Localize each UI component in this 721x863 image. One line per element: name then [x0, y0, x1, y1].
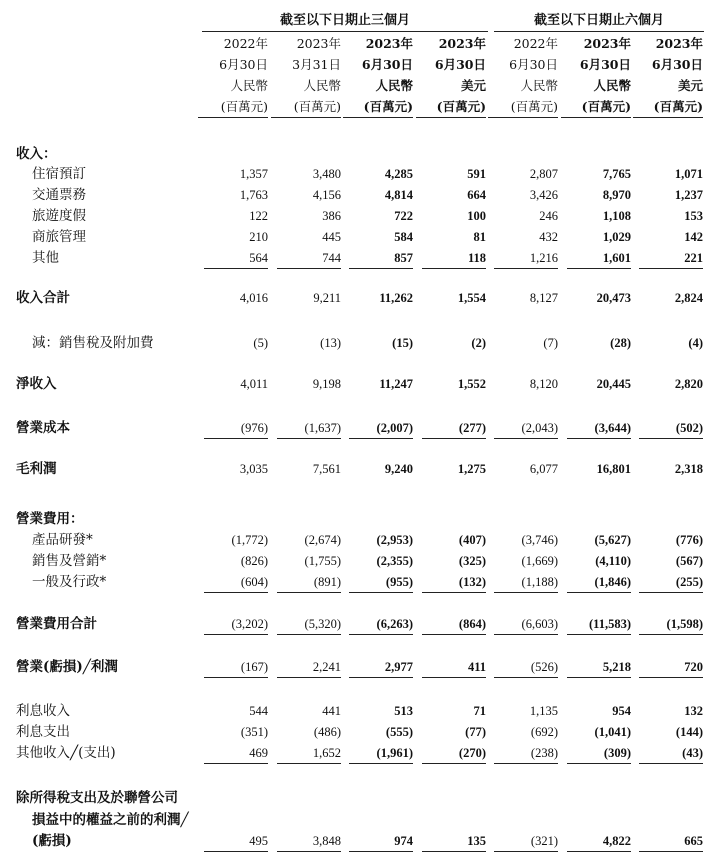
row-label: 營業費用： — [16, 511, 84, 527]
value-cell: (2,007) — [376, 421, 413, 435]
subtotal-rule — [639, 634, 703, 635]
table-row — [0, 247, 721, 269]
value-cell: 7,765 — [602, 167, 631, 181]
subtotal-rule — [494, 634, 558, 635]
value-cell: (2,674) — [304, 533, 341, 547]
value-cell: (3,746) — [521, 533, 558, 547]
value-cell: (351) — [240, 725, 268, 739]
column-header-line: 6月30日 — [219, 57, 268, 72]
value-cell: 3,035 — [239, 462, 268, 476]
value-cell: (604) — [240, 575, 268, 589]
subtotal-rule — [422, 268, 486, 269]
table-row — [0, 373, 721, 395]
row-label: 銷售及營銷* — [32, 553, 107, 569]
value-cell: 664 — [467, 188, 486, 202]
value-cell: (1,755) — [304, 554, 341, 568]
table-row — [0, 417, 721, 439]
value-cell: (11,583) — [588, 617, 631, 631]
value-cell: 1,357 — [239, 167, 268, 181]
subtotal-rule — [277, 634, 341, 635]
column-header-line: 人民幣 — [303, 78, 341, 93]
column-header-line: (百萬元) — [198, 96, 268, 118]
value-cell: (5) — [253, 336, 268, 350]
value-cell: 1,029 — [602, 230, 631, 244]
value-cell: 135 — [467, 834, 486, 848]
value-cell: (1,041) — [594, 725, 631, 739]
subtotal-rule — [639, 763, 703, 764]
value-cell: (1,598) — [666, 617, 703, 631]
value-cell: 469 — [249, 746, 268, 760]
value-cell: 4,011 — [240, 377, 268, 391]
subtotal-rule — [422, 592, 486, 593]
value-cell: (3,644) — [594, 421, 631, 435]
subtotal-rule — [567, 592, 631, 593]
six-months-group-header: 截至以下日期止六個月 — [494, 9, 704, 32]
value-cell: (167) — [240, 660, 268, 674]
subtotal-rule — [494, 268, 558, 269]
row-label: 淨收入 — [16, 376, 57, 392]
column-header-line: 6月30日 — [509, 57, 558, 72]
column-header-line: 6月30日 — [579, 57, 631, 72]
row-label: 商旅管理 — [32, 229, 86, 245]
subtotal-rule — [204, 763, 268, 764]
column-header-line: 6月30日 — [434, 57, 486, 72]
value-cell: 246 — [539, 209, 558, 223]
three-months-group-header: 截至以下日期止三個月 — [202, 9, 488, 32]
subtotal-rule — [494, 438, 558, 439]
value-cell: (692) — [530, 725, 558, 739]
value-cell: (955) — [385, 575, 413, 589]
table-row — [0, 550, 721, 572]
value-cell: 665 — [684, 834, 703, 848]
value-cell: (321) — [530, 834, 558, 848]
value-cell: (4) — [688, 336, 703, 350]
column-header-line: 2023年 — [583, 36, 631, 51]
subtotal-rule — [567, 763, 631, 764]
value-cell: (486) — [313, 725, 341, 739]
value-cell: (2,043) — [521, 421, 558, 435]
subtotal-rule — [204, 592, 268, 593]
table-row — [0, 830, 721, 852]
value-cell: (1,961) — [376, 746, 413, 760]
subtotal-rule — [349, 268, 413, 269]
column-header — [416, 33, 486, 118]
value-cell: 4,822 — [602, 834, 631, 848]
column-header-line: (百萬元) — [416, 96, 486, 118]
value-cell: 153 — [684, 209, 703, 223]
value-cell: 432 — [539, 230, 558, 244]
row-label: 產品研發* — [32, 532, 93, 548]
row-label: 毛利潤 — [16, 461, 57, 477]
value-cell: (5,320) — [304, 617, 341, 631]
value-cell: 7,561 — [312, 462, 341, 476]
column-header-line: 人民幣 — [520, 78, 558, 93]
value-cell: 411 — [467, 660, 486, 674]
value-cell: (555) — [385, 725, 413, 739]
row-label: 減：銷售稅及附加費 — [32, 335, 154, 351]
row-label: 交通票務 — [32, 187, 86, 203]
row-label: 營業成本 — [16, 420, 70, 436]
subtotal-rule — [349, 438, 413, 439]
value-cell: (6,603) — [521, 617, 558, 631]
subtotal-rule — [277, 851, 341, 852]
value-cell: (1,637) — [304, 421, 341, 435]
row-label: 營業(虧損)╱利潤 — [16, 659, 118, 675]
table-row — [0, 163, 721, 185]
value-cell: (776) — [675, 533, 703, 547]
value-cell: 744 — [322, 251, 341, 265]
row-label: 損益中的權益之前的利潤╱ — [32, 812, 189, 828]
row-label: 一般及行政* — [32, 574, 107, 590]
row-label: 旅遊度假 — [32, 208, 86, 224]
subtotal-rule — [422, 438, 486, 439]
table-row — [0, 332, 721, 354]
table-row — [0, 458, 721, 480]
value-cell: 3,848 — [312, 834, 341, 848]
value-cell: (13) — [320, 336, 341, 350]
table-row — [0, 787, 721, 809]
value-cell: (325) — [458, 554, 486, 568]
column-header-line: 6月30日 — [361, 57, 413, 72]
value-cell: 2,241 — [312, 660, 341, 674]
value-cell: 11,262 — [379, 291, 413, 305]
subtotal-rule — [204, 677, 268, 678]
subtotal-rule — [567, 268, 631, 269]
column-header-line: 2023年 — [655, 36, 703, 51]
subtotal-rule — [204, 851, 268, 852]
subtotal-rule — [422, 851, 486, 852]
row-label: 其他收入╱(支出) — [16, 745, 116, 761]
row-label: 收入： — [16, 146, 57, 162]
value-cell: 2,807 — [529, 167, 558, 181]
value-cell: 5,218 — [602, 660, 631, 674]
value-cell: 9,198 — [312, 377, 341, 391]
column-header-line: (百萬元) — [488, 96, 558, 118]
column-header-line: 2023年 — [365, 36, 413, 51]
value-cell: 1,601 — [602, 251, 631, 265]
value-cell: (864) — [458, 617, 486, 631]
value-cell: (309) — [603, 746, 631, 760]
value-cell: 1,554 — [457, 291, 486, 305]
value-cell: (2,953) — [376, 533, 413, 547]
value-cell: 1,237 — [674, 188, 703, 202]
table-row — [0, 571, 721, 593]
value-cell: 11,247 — [379, 377, 413, 391]
table-row — [0, 184, 721, 206]
value-cell: 445 — [322, 230, 341, 244]
subtotal-rule — [639, 851, 703, 852]
value-cell: 81 — [473, 230, 486, 244]
value-cell: 6,077 — [529, 462, 558, 476]
value-cell: 3,426 — [529, 188, 558, 202]
value-cell: 71 — [473, 704, 486, 718]
value-cell: (2,355) — [376, 554, 413, 568]
value-cell: (502) — [675, 421, 703, 435]
column-header — [343, 33, 413, 118]
value-cell: (5,627) — [594, 533, 631, 547]
value-cell: (144) — [675, 725, 703, 739]
value-cell: 4,156 — [312, 188, 341, 202]
value-cell: (1,772) — [231, 533, 268, 547]
value-cell: 720 — [684, 660, 703, 674]
value-cell: (1,669) — [521, 554, 558, 568]
table-row — [0, 226, 721, 248]
subtotal-rule — [422, 763, 486, 764]
column-header-line: 美元 — [460, 78, 486, 93]
value-cell: 9,240 — [384, 462, 413, 476]
subtotal-rule — [277, 268, 341, 269]
value-cell: (891) — [313, 575, 341, 589]
subtotal-rule — [277, 592, 341, 593]
column-header — [271, 33, 341, 118]
column-header — [488, 33, 558, 118]
value-cell: 1,071 — [674, 167, 703, 181]
value-cell: (270) — [458, 746, 486, 760]
column-header-line: 6月30日 — [651, 57, 703, 72]
subtotal-rule — [494, 592, 558, 593]
table-row — [0, 143, 721, 165]
value-cell: (3,202) — [231, 617, 268, 631]
subtotal-rule — [349, 634, 413, 635]
value-cell: 1,135 — [529, 704, 558, 718]
value-cell: 132 — [684, 704, 703, 718]
subtotal-rule — [422, 634, 486, 635]
value-cell: 513 — [394, 704, 413, 718]
column-header-line: (百萬元) — [561, 96, 631, 118]
subtotal-rule — [349, 763, 413, 764]
column-header-line: (百萬元) — [271, 96, 341, 118]
value-cell: 495 — [249, 834, 268, 848]
value-cell: (1,846) — [594, 575, 631, 589]
value-cell: 386 — [322, 209, 341, 223]
subtotal-rule — [639, 677, 703, 678]
value-cell: 8,970 — [602, 188, 631, 202]
value-cell: 1,552 — [457, 377, 486, 391]
subtotal-rule — [567, 634, 631, 635]
column-header-line: 美元 — [677, 78, 703, 93]
column-header-line: (百萬元) — [633, 96, 703, 118]
value-cell: (7) — [543, 336, 558, 350]
row-label: 其他 — [32, 250, 59, 266]
row-label: 利息收入 — [16, 703, 70, 719]
subtotal-rule — [277, 763, 341, 764]
column-header-line: 3月31日 — [292, 57, 341, 72]
table-row — [0, 809, 721, 831]
column-header-line: 人民幣 — [593, 78, 631, 93]
row-label: 收入合計 — [16, 290, 70, 306]
value-cell: (15) — [392, 336, 413, 350]
subtotal-rule — [349, 592, 413, 593]
value-cell: 210 — [249, 230, 268, 244]
value-cell: 16,801 — [596, 462, 631, 476]
value-cell: (238) — [530, 746, 558, 760]
value-cell: 20,445 — [596, 377, 631, 391]
table-row — [0, 700, 721, 722]
value-cell: 1,108 — [602, 209, 631, 223]
subtotal-rule — [639, 438, 703, 439]
subtotal-rule — [349, 677, 413, 678]
value-cell: 584 — [394, 230, 413, 244]
value-cell: 221 — [684, 251, 703, 265]
value-cell: 1,216 — [529, 251, 558, 265]
column-header-line: 2023年 — [438, 36, 486, 51]
value-cell: (976) — [240, 421, 268, 435]
table-row — [0, 656, 721, 678]
value-cell: (255) — [675, 575, 703, 589]
subtotal-rule — [494, 851, 558, 852]
subtotal-rule — [204, 438, 268, 439]
value-cell: (407) — [458, 533, 486, 547]
value-cell: 2,318 — [674, 462, 703, 476]
value-cell: (6,263) — [376, 617, 413, 631]
row-label: 除所得稅支出及於聯營公司 — [16, 790, 178, 806]
column-header — [198, 33, 268, 118]
value-cell: 118 — [467, 251, 486, 265]
column-header-line: 人民幣 — [230, 78, 268, 93]
value-cell: 3,480 — [312, 167, 341, 181]
value-cell: 9,211 — [313, 291, 341, 305]
column-header-line: (百萬元) — [343, 96, 413, 118]
table-row — [0, 529, 721, 551]
value-cell: 954 — [612, 704, 631, 718]
row-label: 營業費用合計 — [16, 616, 97, 632]
value-cell: 142 — [684, 230, 703, 244]
value-cell: (1,188) — [521, 575, 558, 589]
value-cell: 591 — [467, 167, 486, 181]
column-header-line: 2022年 — [513, 36, 558, 51]
column-header-line: 2023年 — [296, 36, 341, 51]
value-cell: 8,120 — [529, 377, 558, 391]
value-cell: 1,652 — [312, 746, 341, 760]
value-cell: (43) — [682, 746, 703, 760]
subtotal-rule — [277, 438, 341, 439]
subtotal-rule — [494, 677, 558, 678]
column-header-line: 人民幣 — [375, 78, 413, 93]
subtotal-rule — [422, 677, 486, 678]
value-cell: 2,824 — [674, 291, 703, 305]
value-cell: 857 — [394, 251, 413, 265]
value-cell: (277) — [458, 421, 486, 435]
subtotal-rule — [567, 438, 631, 439]
value-cell: 1,275 — [457, 462, 486, 476]
value-cell: 2,977 — [384, 660, 413, 674]
value-cell: 20,473 — [596, 291, 631, 305]
table-row — [0, 508, 721, 530]
value-cell: (526) — [530, 660, 558, 674]
value-cell: (567) — [675, 554, 703, 568]
value-cell: (2) — [471, 336, 486, 350]
subtotal-rule — [277, 677, 341, 678]
table-row — [0, 287, 721, 309]
column-header — [633, 33, 703, 118]
value-cell: (28) — [610, 336, 631, 350]
column-header — [561, 33, 631, 118]
value-cell: 441 — [322, 704, 341, 718]
table-row — [0, 613, 721, 635]
subtotal-rule — [494, 763, 558, 764]
value-cell: 544 — [249, 704, 268, 718]
subtotal-rule — [567, 677, 631, 678]
subtotal-rule — [349, 851, 413, 852]
value-cell: 2,820 — [674, 377, 703, 391]
value-cell: (77) — [465, 725, 486, 739]
value-cell: 564 — [249, 251, 268, 265]
value-cell: (132) — [458, 575, 486, 589]
table-row — [0, 742, 721, 764]
subtotal-rule — [639, 592, 703, 593]
table-row — [0, 721, 721, 743]
column-header-line: 2022年 — [223, 36, 268, 51]
row-label: (虧損) — [32, 833, 72, 849]
subtotal-rule — [204, 634, 268, 635]
row-label: 住宿預訂 — [32, 166, 86, 182]
value-cell: 122 — [249, 209, 268, 223]
subtotal-rule — [204, 268, 268, 269]
value-cell: (826) — [240, 554, 268, 568]
subtotal-rule — [639, 268, 703, 269]
value-cell: 1,763 — [239, 188, 268, 202]
value-cell: (4,110) — [595, 554, 631, 568]
row-label: 利息支出 — [16, 724, 70, 740]
value-cell: 4,814 — [384, 188, 413, 202]
value-cell: 4,285 — [384, 167, 413, 181]
value-cell: 8,127 — [529, 291, 558, 305]
value-cell: 974 — [394, 834, 413, 848]
value-cell: 100 — [467, 209, 486, 223]
value-cell: 4,016 — [239, 291, 268, 305]
table-row — [0, 205, 721, 227]
value-cell: 722 — [394, 209, 413, 223]
subtotal-rule — [567, 851, 631, 852]
